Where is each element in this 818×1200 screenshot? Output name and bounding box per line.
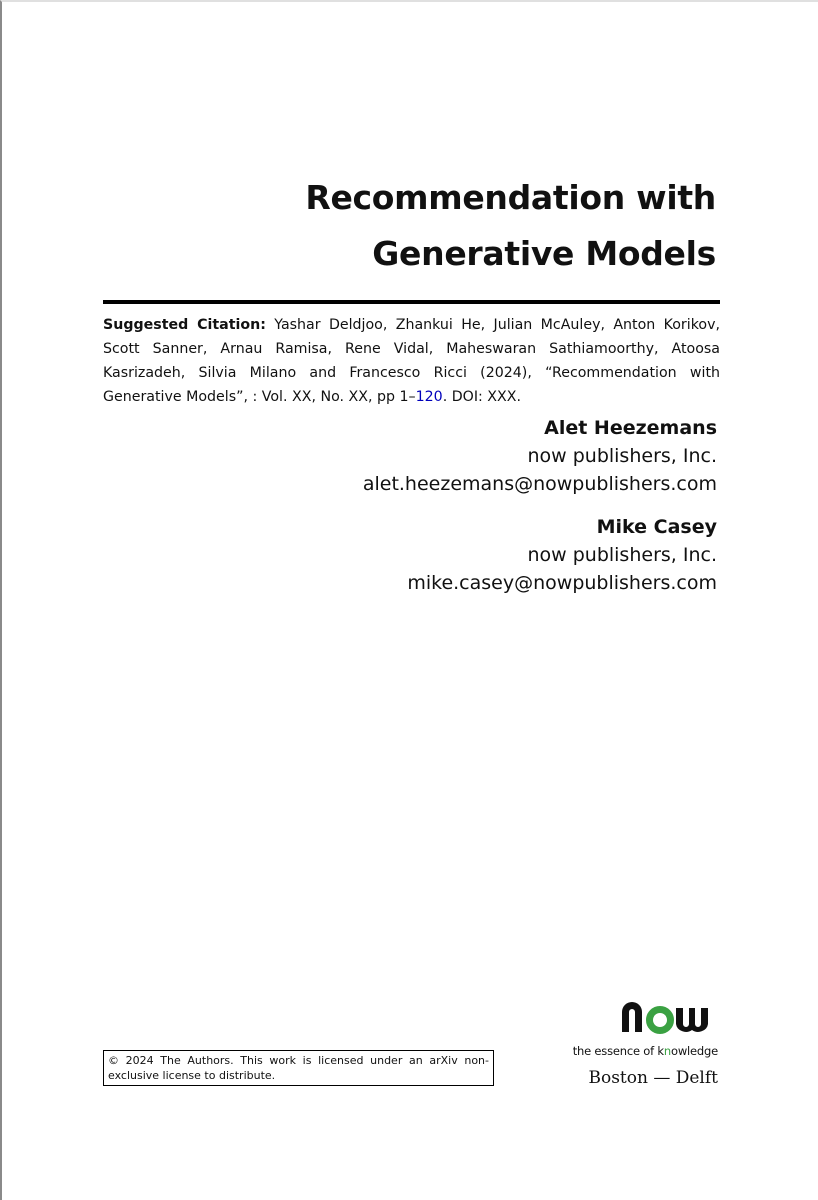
citation-page-link[interactable]: 120 (415, 389, 443, 405)
editor-email: mike.casey@nowpublishers.com (407, 572, 717, 594)
editor-affiliation: now publishers, Inc. (527, 445, 717, 467)
tagline-n-glyph: n (663, 1044, 671, 1058)
editor-affiliation: now publishers, Inc. (527, 544, 717, 566)
now-publishers-logo (558, 998, 718, 1034)
editor-name: Alet Heezemans (544, 417, 717, 439)
now-logo-icon (620, 998, 718, 1034)
citation-doi: . DOI: XXX. (442, 389, 521, 405)
editor-name: Mike Casey (596, 516, 717, 538)
editor-block-2 (217, 513, 717, 597)
suggested-citation (103, 313, 720, 409)
citation-text: Yashar Deldjoo, Zhankui He, Julian McAuley, Anton Korikov, Scott Sanner, Arnau Ramisa, Rene Vidal, Maheswaran Sathiamoorthy, Atoosa Kasrizadeh, Silvia Milano and Francesco Ricci (2024), “Recommendation with Generative Models”, : Vol. XX, No. XX, pp 1– (103, 317, 721, 405)
title-rule (103, 300, 720, 304)
citation-label: Suggested Citation: (103, 317, 266, 333)
editor-block-1 (217, 414, 717, 498)
publisher-tagline: the essence of knowledge (572, 1044, 718, 1058)
document-title: Recommendation with Generative Models (305, 178, 716, 273)
editor-email: alet.heezemans@nowpublishers.com (362, 473, 717, 495)
publisher-location: Boston — Delft (588, 1068, 718, 1088)
license-box: © 2024 The Authors. This work is licensed under an arXiv non-exclusive license to distribute. (103, 1050, 494, 1086)
